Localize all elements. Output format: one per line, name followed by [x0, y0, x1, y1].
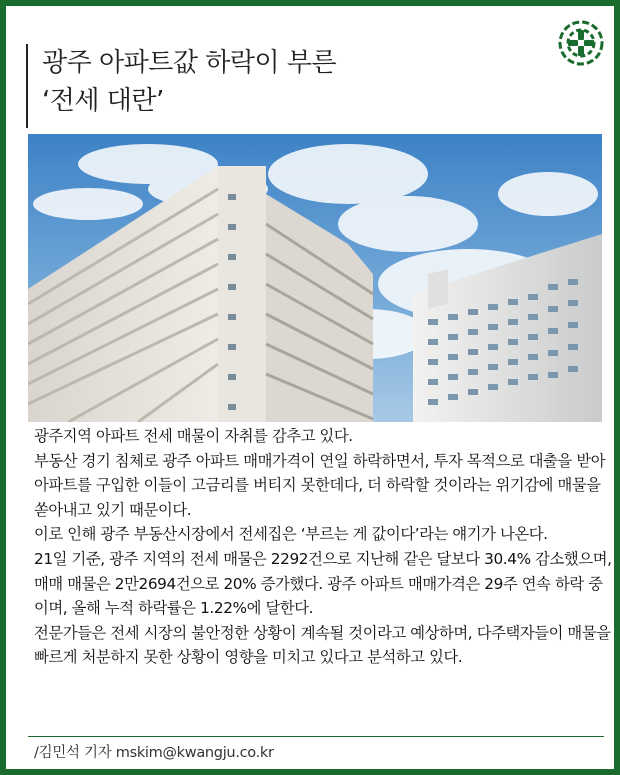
reporter-byline: /김민석 기자 mskim@kwangju.co.kr — [34, 745, 274, 761]
headline-line-2: ‘전세 대란’ — [42, 86, 164, 116]
apartment-towers-photo — [28, 134, 602, 422]
headline-line-1: 광주 아파트값 하락이 부른 — [42, 48, 337, 78]
headline — [42, 44, 336, 120]
article-paragraph-3: 이로 인해 광주 부동산시장에서 전세집은 ‘부르는 게 값이다’라는 얘기가 나온다. — [34, 525, 548, 544]
article-paragraph-5: 전문가들은 전세 시장의 불안정한 상황이 계속될 것이라고 예상하며, 다주택자들이 매물을 빠르게 처분하지 못한 상황이 영향을 미치고 있다고 분석하고 있다. — [34, 623, 611, 667]
article-paragraph-4: 21일 기준, 광주 지역의 전세 매물은 2292건으로 지난해 같은 달보다 30.4% 감소했으며, 매매 매물은 2만2694건으로 20% 증가했다. 광주 아파트 매매가격은 29주 연속 하락 중이며, 올해 누적 하락률은 1.22%에 달한다. — [34, 549, 612, 618]
article-paragraph-1: 광주지역 아파트 전세 매물이 자취를 감추고 있다. — [34, 427, 353, 445]
byline-divider — [28, 736, 604, 737]
newspaper-logo-icon — [558, 20, 604, 66]
article-paragraph-2: 부동산 경기 침체로 광주 아파트 매매가격이 연일 하락하면서, 투자 목적으로 대출을 받아 아파트를 구입한 이들이 고금리를 버티지 못한데다, 더 하락할 것이라는 위기감에 매물을 쏟아내고 있기 때문이다. — [34, 451, 606, 519]
headline-block — [26, 44, 336, 128]
article-body — [34, 424, 616, 670]
